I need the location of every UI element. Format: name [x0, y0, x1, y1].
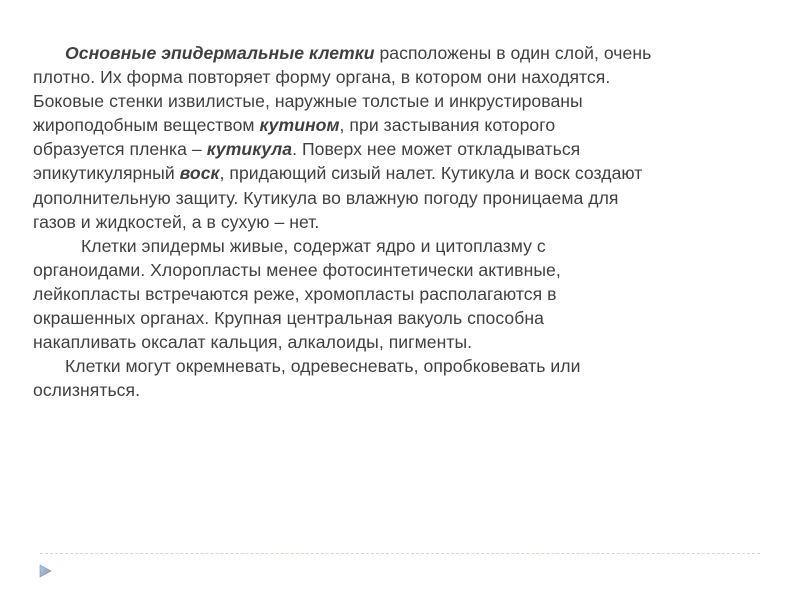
paragraph-line — [33, 137, 743, 161]
paragraph-line: плотно. Их форма повторяет форму органа, в котором они находятся. — [33, 67, 611, 88]
play-arrow-icon[interactable] — [37, 563, 53, 579]
paragraph-line: лейкопласты встречаются реже, хромопласты располагаются в — [33, 283, 557, 304]
text-run: расположены в один слой, очень — [374, 43, 652, 63]
paragraph-epidermal-cells — [33, 41, 743, 234]
paragraph-line: окрашенных органах. Крупная центральная вакуоль способна — [33, 308, 544, 329]
paragraph-living-cells — [33, 234, 743, 354]
paragraph-line: накапливать оксалат кальция, алкалоиды, пигменты. — [33, 332, 473, 353]
text-run: жироподобным веществом — [33, 115, 260, 136]
paragraph-line: Клетки могут окремневать, одревесневать, опробковевать или — [65, 356, 581, 377]
paragraph-cell-modifications — [33, 354, 743, 402]
text-run: , при застывания которого — [339, 115, 556, 136]
paragraph-line: органоидами. Хлоропласты менее фотосинтетически активные, — [33, 259, 561, 280]
paragraph-line: Клетки эпидермы живые, содержат ядро и цитоплазму с — [81, 235, 546, 256]
paragraph-line: дополнительную защиту. Кутикула во влажную погоду проницаема для — [33, 187, 619, 208]
text-run: , придающий сизый налет. Кутикула и воск создают — [219, 163, 643, 184]
slide-text-body — [33, 41, 743, 402]
term-main-epidermal-cells: Основные эпидермальные клетки — [65, 43, 375, 63]
term-cutin: кутином — [259, 115, 340, 136]
paragraph-line: ослизняться. — [33, 380, 141, 401]
play-arrow-icon-graphic — [37, 563, 53, 579]
text-run: образуется пленка – — [33, 139, 207, 160]
text-run: . Поверх нее может откладываться — [292, 139, 581, 160]
term-wax: воск — [179, 163, 220, 184]
paragraph-line — [33, 41, 743, 65]
paragraph-line: газов и жидкостей, а в сухую – нет. — [33, 211, 320, 232]
term-cuticle: кутикула — [206, 139, 293, 160]
text-run: эпикутикулярный — [33, 163, 180, 184]
paragraph-line — [33, 161, 743, 185]
paragraph-line — [33, 113, 743, 137]
paragraph-line: Боковые стенки извилистые, наружные толстые и инкрустированы — [33, 91, 583, 112]
footer-divider — [40, 553, 760, 554]
